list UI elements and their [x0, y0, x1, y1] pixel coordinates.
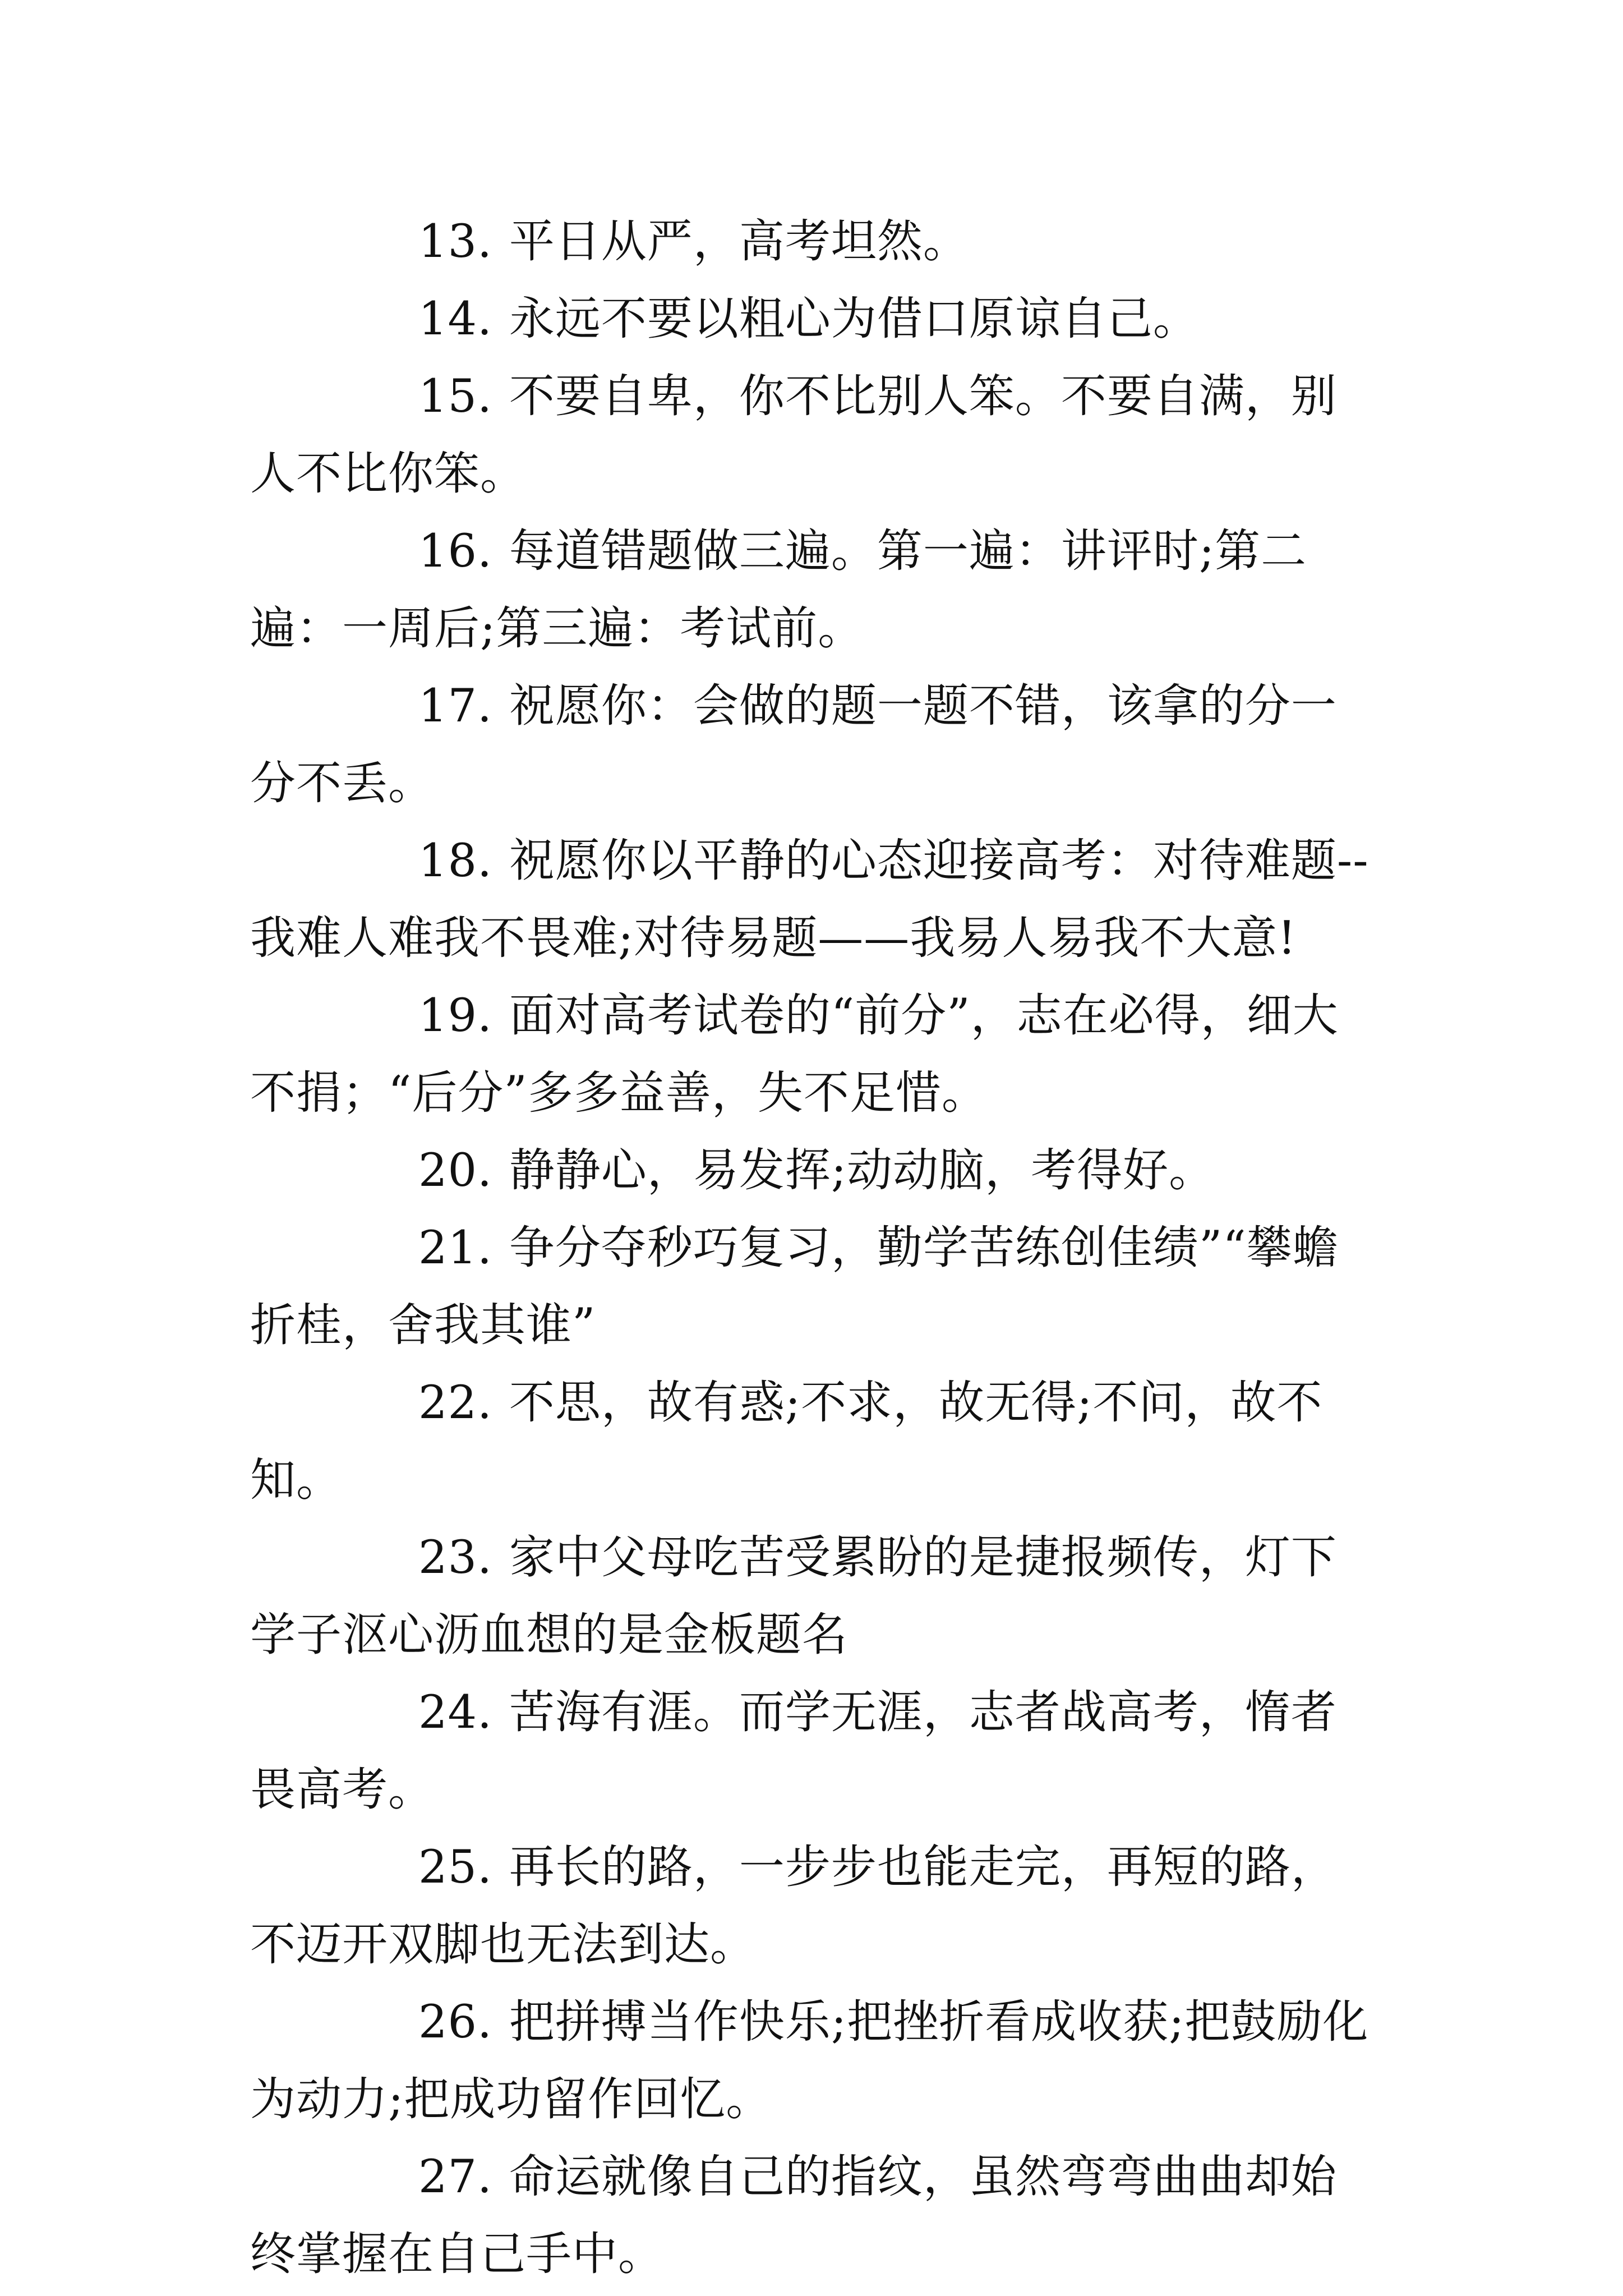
- item-text: 命运就像自己的指纹，虽然弯弯曲曲却始终掌握在自己手中。: [250, 2151, 1337, 2281]
- item-number: 16.: [418, 525, 492, 578]
- list-item: [250, 1519, 1377, 1674]
- item-text: 祝愿你以平静的心态迎接高考：对待难题--我难人难我不畏难;对待易题——我易人易我不大意!: [250, 835, 1369, 965]
- item-text: 面对高考试卷的“前分”，志在必得，细大不捐；“后分”多多益善，失不足惜。: [250, 990, 1339, 1120]
- item-number: 27.: [418, 2151, 492, 2203]
- item-text: 平日从严，高考坦然。: [509, 215, 969, 268]
- item-number: 18.: [418, 835, 492, 887]
- item-number: 17.: [418, 680, 492, 733]
- item-number: 23.: [418, 1531, 492, 1584]
- list-item: [250, 1674, 1377, 1829]
- list-item: [250, 1364, 1377, 1519]
- list-item: [250, 203, 1377, 280]
- item-text: 永远不要以粗心为借口原谅自己。: [509, 293, 1199, 346]
- list-item: [250, 822, 1377, 977]
- item-number: 15.: [418, 370, 492, 423]
- document-body: [250, 203, 1377, 2293]
- item-number: 20.: [418, 1144, 492, 1197]
- item-number: 19.: [418, 990, 492, 1042]
- list-item: [250, 358, 1377, 513]
- list-item: [250, 977, 1377, 1132]
- item-text: 家中父母吃苦受累盼的是捷报频传，灯下学子沤心沥血想的是金板题名: [250, 1531, 1337, 1662]
- item-text: 每道错题做三遍。第一遍：讲评时;第二遍：一周后;第三遍：考试前。: [250, 525, 1307, 655]
- item-text: 静静心，易发挥;动动脑，考得好。: [509, 1144, 1215, 1197]
- list-item: [250, 1132, 1377, 1209]
- item-number: 22.: [418, 1377, 492, 1429]
- list-item: [250, 1209, 1377, 1364]
- item-number: 24.: [418, 1686, 492, 1739]
- list-item: [250, 513, 1377, 668]
- item-number: 21.: [418, 1222, 492, 1274]
- item-text: 苦海有涯。而学无涯，志者战高考，惰者畏高考。: [250, 1686, 1337, 1816]
- item-number: 14.: [418, 293, 492, 346]
- item-text: 把拼搏当作快乐;把挫折看成收获;把鼓励化为动力;把成功留作回忆。: [250, 1996, 1369, 2126]
- item-number: 13.: [418, 215, 492, 268]
- list-item: [250, 1984, 1377, 2138]
- item-text: 祝愿你：会做的题一题不错，该拿的分一分不丢。: [250, 680, 1337, 810]
- item-text: 争分夺秒巧复习，勤学苦练创佳绩”“攀蟾折桂，舍我其谁”: [250, 1222, 1339, 1352]
- list-item: [250, 2138, 1377, 2293]
- list-item: [250, 1829, 1377, 1984]
- item-text: 不要自卑，你不比别人笨。不要自满，别人不比你笨。: [250, 370, 1337, 500]
- list-item: [250, 280, 1377, 358]
- item-text: 再长的路，一步步也能走完，再短的路，不迈开双脚也无法到达。: [250, 1841, 1337, 1971]
- item-number: 26.: [418, 1996, 492, 2049]
- item-text: 不思，故有惑;不求，故无得;不问，故不知。: [250, 1377, 1323, 1507]
- item-number: 25.: [418, 1841, 492, 1894]
- list-item: [250, 668, 1377, 822]
